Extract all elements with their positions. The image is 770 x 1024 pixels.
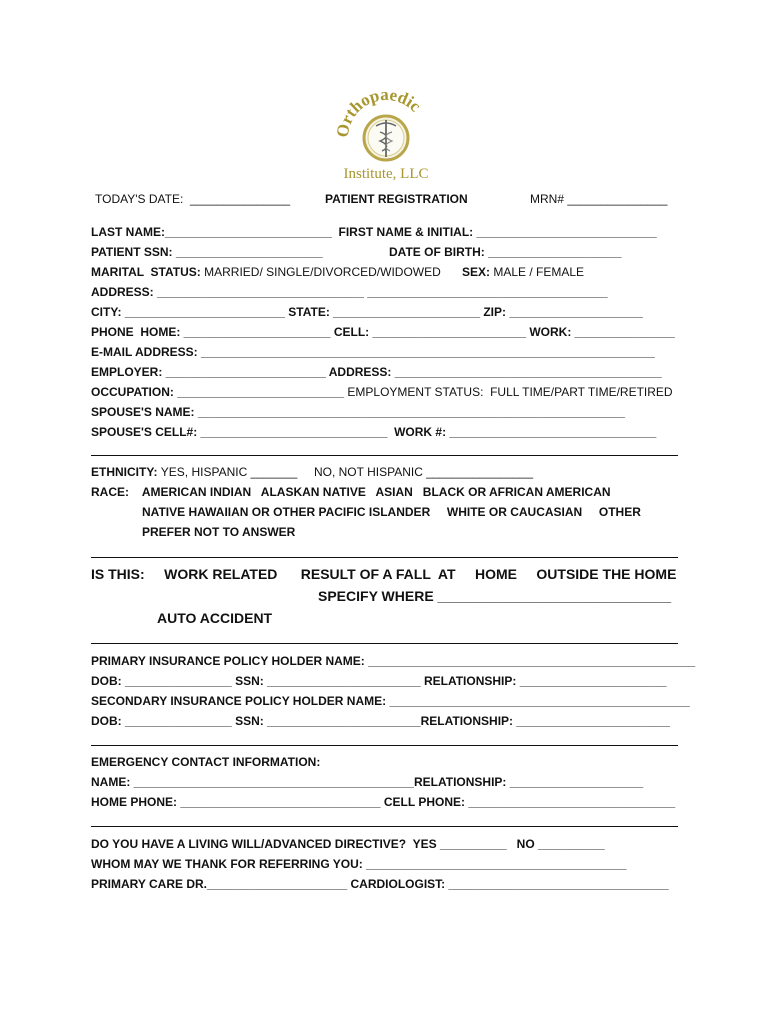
secondary-dob-ssn-line[interactable]: DOB: ________________ SSN: _______________________RELATIONSHIP: _______________________ — [91, 714, 670, 728]
name-line[interactable]: LAST NAME:_________________________ FIRST NAME & INITIAL: ___________________________ — [91, 225, 657, 239]
ssn-line[interactable]: PATIENT SSN: ______________________ — [91, 245, 323, 259]
phone-line[interactable]: PHONE HOME: ______________________ CELL: _______________________ WORK: _______________ — [91, 325, 675, 339]
city-state-zip-line[interactable]: CITY: ________________________ STATE: ______________________ ZIP: ____________________ — [91, 305, 643, 319]
race-line-2[interactable]: NATIVE HAWAIIAN OR OTHER PACIFIC ISLANDER WHITE OR CAUCASIAN OTHER — [142, 505, 641, 519]
todays-date-field[interactable]: TODAY'S DATE: _______________ — [95, 192, 291, 206]
spouse-cell-line[interactable]: SPOUSE'S CELL#: ____________________________ WORK #: _______________________________ — [91, 425, 657, 439]
emergency-name-line[interactable]: NAME: __________________________________________RELATIONSHIP: ____________________ — [91, 775, 644, 789]
injury-type-line[interactable]: IS THIS: WORK RELATED RESULT OF A FALL AT HOME OUTSIDE THE HOME — [91, 566, 677, 582]
divider — [91, 745, 678, 746]
referral-line[interactable]: WHOM MAY WE THANK FOR REFERRING YOU: _______________________________________ — [91, 857, 627, 871]
address-line[interactable]: ADDRESS: _______________________________ ____________________________________ — [91, 285, 608, 299]
emergency-phone-line[interactable]: HOME PHONE: ______________________________ CELL PHONE: _______________________________ — [91, 795, 676, 809]
race-line-3[interactable]: PREFER NOT TO ANSWER — [142, 525, 296, 539]
secondary-insurance-line[interactable]: SECONDARY INSURANCE POLICY HOLDER NAME: _____________________________________________ — [91, 694, 690, 708]
divider — [91, 557, 678, 558]
sex-line[interactable] — [462, 265, 584, 279]
sex-label: SEX: — [462, 265, 494, 279]
mrn-field[interactable]: MRN# _______________ — [530, 192, 668, 206]
primary-insurance-line[interactable]: PRIMARY INSURANCE POLICY HOLDER NAME: _________________________________________________ — [91, 654, 696, 668]
employer-line[interactable]: EMPLOYER: ________________________ ADDRESS: ________________________________________ — [91, 365, 662, 379]
spouse-name-line[interactable]: SPOUSE'S NAME: ________________________________________________________________ — [91, 405, 625, 419]
specify-where-line[interactable]: SPECIFY WHERE ______________________________ — [318, 588, 672, 604]
race-line-1[interactable]: RACE: AMERICAN INDIAN ALASKAN NATIVE ASIAN BLACK OR AFRICAN AMERICAN — [91, 485, 611, 499]
logo-arc-text: Orthopaedic — [332, 84, 425, 139]
employment-status[interactable]: EMPLOYMENT STATUS: FULL TIME/PART TIME/RETIRED — [347, 385, 673, 399]
marital-label: MARITAL STATUS: — [91, 265, 205, 279]
page-title: PATIENT REGISTRATION — [325, 192, 468, 206]
divider — [91, 826, 678, 827]
occupation-field[interactable]: OCCUPATION: _________________________ — [91, 385, 348, 399]
logo-name: Institute, LLC — [343, 166, 429, 182]
orthopaedic-institute-logo — [318, 80, 454, 184]
divider — [91, 455, 678, 456]
auto-accident-option[interactable]: AUTO ACCIDENT — [157, 610, 273, 626]
dob-line[interactable]: DATE OF BIRTH: ____________________ — [389, 245, 622, 259]
email-line[interactable]: E-MAIL ADDRESS: ____________________________________________________________________ — [91, 345, 655, 359]
ethnicity-line[interactable] — [91, 465, 533, 479]
marital-status-line[interactable] — [91, 265, 441, 279]
marital-options[interactable]: MARRIED/ SINGLE/DIVORCED/WIDOWED — [204, 265, 441, 279]
divider — [91, 643, 678, 644]
sex-options[interactable]: MALE / FEMALE — [493, 265, 585, 279]
ethnicity-options[interactable]: YES, HISPANIC _______ NO, NOT HISPANIC ________________ — [160, 465, 533, 479]
ethnicity-label: ETHNICITY: — [91, 465, 161, 479]
living-will-line[interactable]: DO YOU HAVE A LIVING WILL/ADVANCED DIRECTIVE? YES __________ NO __________ — [91, 837, 605, 851]
primary-dob-ssn-line[interactable]: DOB: ________________ SSN: _______________________ RELATIONSHIP: ______________________ — [91, 674, 667, 688]
occupation-line[interactable] — [91, 385, 673, 399]
emergency-heading: EMERGENCY CONTACT INFORMATION: — [91, 755, 321, 769]
doctors-line[interactable]: PRIMARY CARE DR._____________________ CARDIOLOGIST: _________________________________ — [91, 877, 669, 891]
